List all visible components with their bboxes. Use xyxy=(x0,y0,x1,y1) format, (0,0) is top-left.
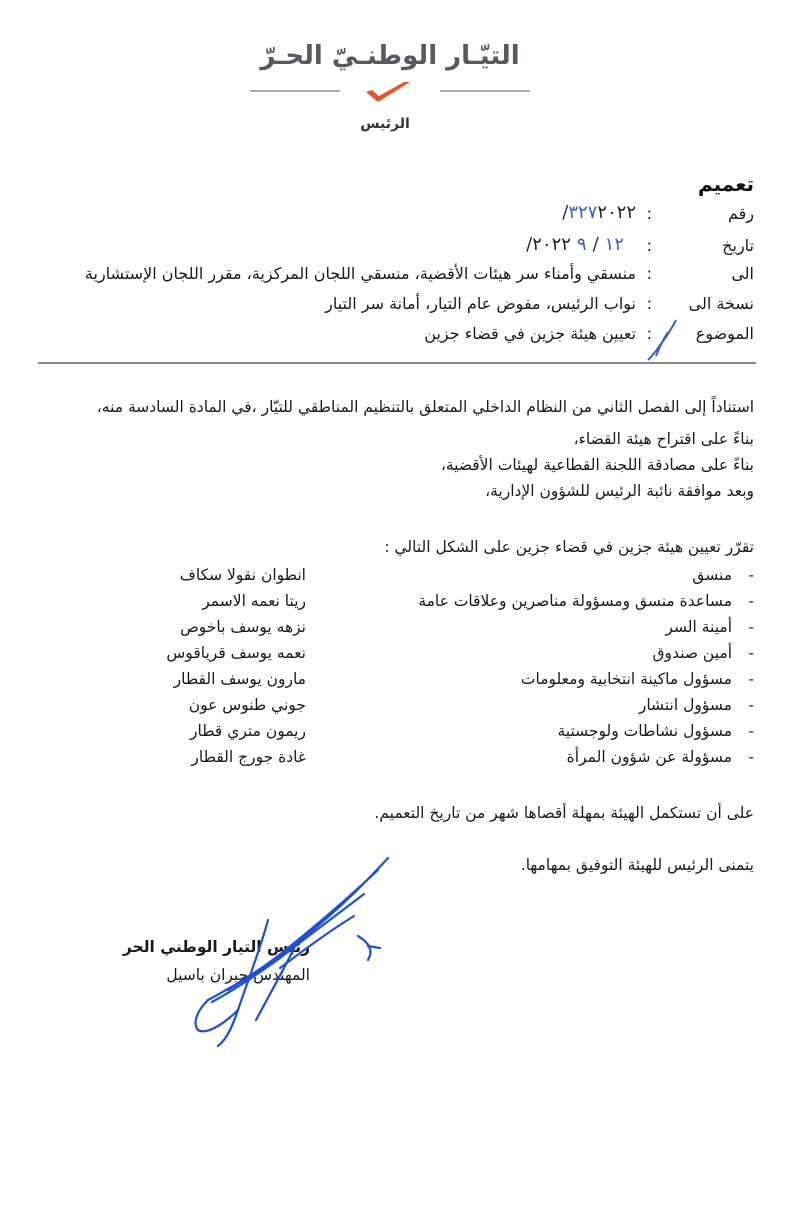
check-mark-icon xyxy=(364,78,412,106)
decision-intro: تقرّر تعيين هيئة جزين في قضاء جزين على الشكل التالي : xyxy=(384,538,754,556)
number-handwritten: ٣٢٧ xyxy=(568,202,598,223)
item-name: ريمون متري قطار xyxy=(189,722,306,740)
list-dash: - xyxy=(748,696,754,714)
deadline-note: على أن تستكمل الهيئة بمهلة أقصاها شهر من تاريخ التعميم. xyxy=(374,804,754,822)
logo-rule-right xyxy=(440,90,530,92)
date-value xyxy=(526,234,624,255)
meta-to xyxy=(40,264,754,292)
list-item xyxy=(38,670,754,696)
logo-rule-left xyxy=(250,90,340,92)
item-role: مسؤول انتشار xyxy=(638,696,732,714)
colon: : xyxy=(646,324,652,343)
handwritten-signature xyxy=(168,850,408,1050)
list-item xyxy=(38,722,754,748)
list-item xyxy=(38,696,754,722)
list-dash: - xyxy=(748,618,754,636)
colon: : xyxy=(646,264,652,283)
item-name: جوني طنوس عون xyxy=(188,696,306,714)
cc-value: نواب الرئيس، مفوض عام التيار، أمانة سر التيار xyxy=(325,294,636,313)
meta-date xyxy=(40,236,754,264)
subject-label: الموضوع xyxy=(695,324,754,343)
document-type: تعميم xyxy=(697,172,754,196)
signatory-title: رئيس التيار الوطني الحر xyxy=(122,938,310,956)
list-dash: - xyxy=(748,748,754,766)
item-name: ريتا نعمه الاسمر xyxy=(202,592,306,610)
initials-mark xyxy=(646,318,686,362)
item-role: مساعدة منسق ومسؤولة مناصرين وعلاقات عامة xyxy=(418,592,732,610)
office-label: الرئيس xyxy=(360,116,410,132)
date-day: ١٢ xyxy=(604,234,624,255)
meta-number xyxy=(40,204,754,232)
subject-value: تعيين هيئة جزين في قضاء جزين xyxy=(424,324,636,343)
assignment-list xyxy=(38,566,754,774)
item-role: أمينة السر xyxy=(665,618,732,636)
colon: : xyxy=(646,236,652,255)
preamble-line-4: وبعد موافقة نائبة الرئيس للشؤون الإدارية، xyxy=(485,482,754,500)
list-item xyxy=(38,566,754,592)
item-role: مسؤول ماكينة انتخابية ومعلومات xyxy=(520,670,732,688)
list-item xyxy=(38,644,754,670)
item-name: نزهه يوسف باخوص xyxy=(180,618,306,636)
item-name: انطوان نقولا سكاف xyxy=(179,566,306,584)
preamble-line-2: بناءً على اقتراح هيئة القضاء، xyxy=(573,430,754,448)
date-month: ٩ xyxy=(576,234,587,255)
date-separator: / xyxy=(592,234,599,255)
number-value xyxy=(562,202,636,223)
header-divider xyxy=(38,362,756,364)
date-label: تاريخ xyxy=(722,236,754,255)
item-name: غادة جورج القطار xyxy=(191,748,306,766)
list-dash: - xyxy=(748,722,754,740)
colon: : xyxy=(646,204,652,223)
party-logo-text: التيّـار الوطنـيّ الحـرّ xyxy=(260,41,520,71)
list-item xyxy=(38,592,754,618)
list-dash: - xyxy=(748,670,754,688)
list-dash: - xyxy=(748,592,754,610)
item-name: نعمه يوسف قرياقوس xyxy=(166,644,306,662)
closing-line: يتمنى الرئيس للهيئة التوفيق بمهامها. xyxy=(520,856,754,874)
item-role: مسؤول نشاطات ولوجستية xyxy=(557,722,732,740)
cc-label: نسخة الى xyxy=(688,294,754,313)
to-label: الى xyxy=(731,264,754,283)
item-name: مارون يوسف القطار xyxy=(173,670,306,688)
number-year: ٢٠٢٢/ xyxy=(562,202,636,223)
signatory-name: المهندس جبران باسيل xyxy=(166,966,310,984)
list-item xyxy=(38,748,754,774)
to-value: منسقي وأمناء سر هيئات الأقضية، منسقي اللجان المركزية، مقرر اللجان الإستشارية xyxy=(84,264,636,283)
item-role: مسؤولة عن شؤون المرأة xyxy=(566,748,732,766)
item-role: منسق xyxy=(692,566,732,584)
item-role: أمين صندوق xyxy=(652,644,732,662)
colon: : xyxy=(646,294,652,313)
date-year: ٢٠٢٢/ xyxy=(526,234,571,255)
list-item xyxy=(38,618,754,644)
number-label: رقم xyxy=(727,204,754,223)
preamble-line-3: بناءً على مصادقة اللجنة القطاعية لهيئات الأقضية، xyxy=(440,456,754,474)
preamble-line-1: استناداً إلى الفصل الثاني من النظام الداخلي المتعلق بالتنظيم المناطقي للتيّار ،في المادة السادسة منه، xyxy=(96,398,754,416)
list-dash: - xyxy=(748,644,754,662)
list-dash: - xyxy=(748,566,754,584)
